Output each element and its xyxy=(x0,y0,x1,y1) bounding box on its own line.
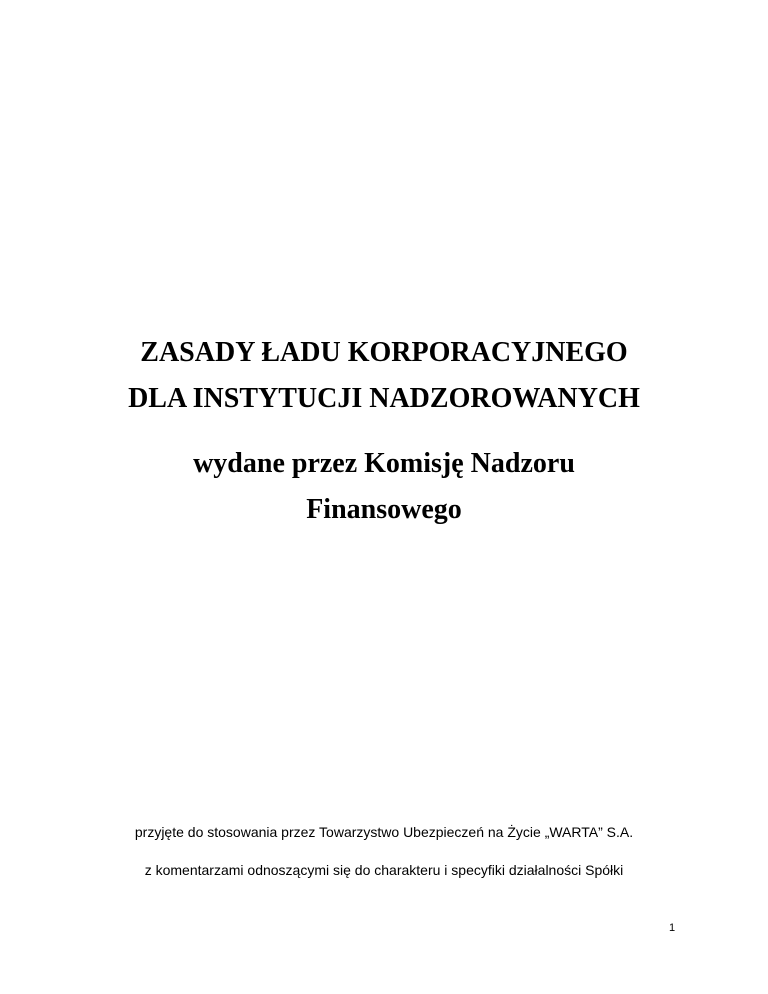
commentary-note: z komentarzami odnoszącymi się do charakteru i specyfiki działalności Spółki xyxy=(144,862,624,878)
title-line-1: ZASADY ŁADU KORPORACYJNEGO xyxy=(140,337,628,368)
adoption-note: przyjęte do stosowania przez Towarzystwo Ubezpieczeń na Życie „WARTA” S.A. xyxy=(134,824,634,840)
subtitle-line-1: wydane przez Komisję Nadzoru xyxy=(193,448,575,479)
subtitle-line-2: Finansowego xyxy=(306,494,462,525)
title-line-2: DLA INSTYTUCJI NADZOROWANYCH xyxy=(128,383,640,414)
page-number: 1 xyxy=(669,922,676,934)
